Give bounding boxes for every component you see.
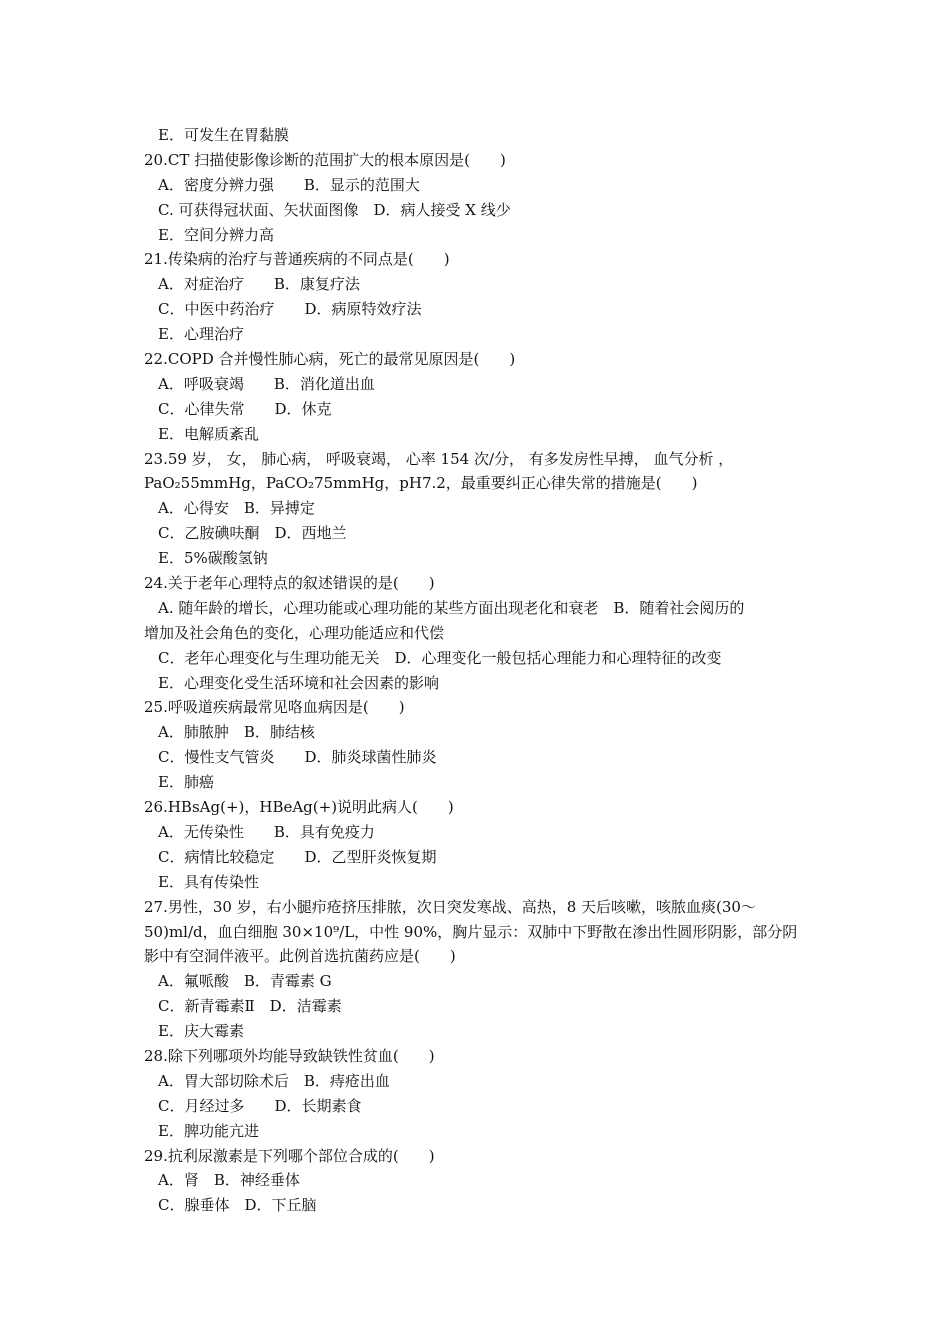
question-line: 50)ml/d，血白细胞 30×10⁹/L，中性 90%，胸片显示：双肺中下野散在渗出性圆形阴影，部分阴 (144, 922, 798, 941)
option-line: E．心理治疗 (158, 325, 244, 344)
option-line: A．无传染性 B．具有免疫力 (158, 822, 375, 841)
question-line: 增加及社会角色的变化，心理功能适应和代偿 (144, 623, 445, 642)
option-line: C．新青霉素Ⅱ D．洁霉素 (158, 997, 342, 1016)
option-line: A．胃大部切除术后 B．痔疮出血 (158, 1071, 390, 1090)
option-line: E．电解质紊乱 (158, 424, 259, 443)
question-list (144, 123, 816, 1218)
option-line: E．5%碳酸氢钠 (158, 549, 268, 568)
option-line: A．肾 B．神经垂体 (158, 1171, 300, 1190)
option-line: C．慢性支气管炎 D．肺炎球菌性肺炎 (158, 748, 437, 767)
option-line: E．可发生在胃黏膜 (158, 126, 289, 144)
question-line: 影中有空洞伴液平。此例首选抗菌药应是( ) (144, 947, 456, 966)
question-line: 23.59 岁， 女， 肺心病， 呼吸衰竭， 心率 154 次/分， 有多发房性早搏， 血气分析 ， (144, 449, 734, 468)
option-line: E．肺癌 (158, 773, 214, 792)
question-line: 22.COPD 合并慢性肺心病，死亡的最常见原因是( ) (144, 350, 516, 369)
option-line: A. 随年龄的增长，心理功能或心理功能的某些方面出现老化和衰老 B．随着社会阅历的 (158, 598, 745, 617)
option-line: C．心律失常 D．休克 (158, 399, 332, 418)
question-line: PaO₂55mmHg，PaCO₂75mmHg，pH7.2，最重要纠正心律失常的措施是( ) (144, 474, 698, 493)
option-line: E．庆大霉素 (158, 1022, 244, 1041)
option-line: C．月经过多 D．长期素食 (158, 1096, 362, 1115)
option-line: C．中医中药治疗 D．病原特效疗法 (158, 300, 422, 319)
option-line: C. 可获得冠状面、矢状面图像 D．病人接受 X 线少 (158, 200, 511, 219)
option-line: C．乙胺碘呋酮 D．西地兰 (158, 524, 347, 543)
option-line: E．脾功能亢进 (158, 1121, 259, 1140)
option-line: E．空间分辨力高 (158, 225, 274, 244)
option-line: C．腺垂体 D．下丘脑 (158, 1196, 317, 1215)
question-line: 26.HBsAg(+)，HBeAg(+)说明此病人( ) (144, 798, 454, 817)
option-line: A．氟哌酸 B．青霉素 G (158, 972, 332, 991)
question-line: 20.CT 扫描使影像诊断的范围扩大的根本原因是( ) (144, 150, 506, 169)
option-line: E．心理变化受生活环境和社会因素的影响 (158, 673, 439, 692)
option-line: A．密度分辨力强 B．显示的范围大 (158, 175, 420, 194)
question-line: 27.男性，30 岁，右小腿疖疮挤压排脓，次日突发寒战、高热，8 天后咳嗽，咳脓血痰(30～ (144, 897, 756, 916)
question-line: 29.抗利尿激素是下列哪个部位合成的( ) (144, 1146, 435, 1165)
option-line: C．老年心理变化与生理功能无关 D．心理变化一般包括心理能力和心理特征的改变 (158, 648, 722, 667)
question-line: 28.除下列哪项外均能导致缺铁性贫血( ) (144, 1046, 435, 1065)
option-line: A．心得安 B．异搏定 (158, 499, 315, 518)
option-line: A．对症治疗 B．康复疗法 (158, 275, 360, 294)
option-line: C．病情比较稳定 D．乙型肝炎恢复期 (158, 847, 437, 866)
option-line: A．肺脓肿 B．肺结核 (158, 723, 315, 742)
question-line: 24.关于老年心理特点的叙述错误的是( ) (144, 574, 435, 593)
option-line: A．呼吸衰竭 B．消化道出血 (158, 374, 375, 393)
question-line: 21.传染病的治疗与普通疾病的不同点是( ) (144, 250, 450, 269)
option-line: E．具有传染性 (158, 872, 259, 891)
question-line: 25.呼吸道疾病最常见咯血病因是( ) (144, 698, 405, 717)
